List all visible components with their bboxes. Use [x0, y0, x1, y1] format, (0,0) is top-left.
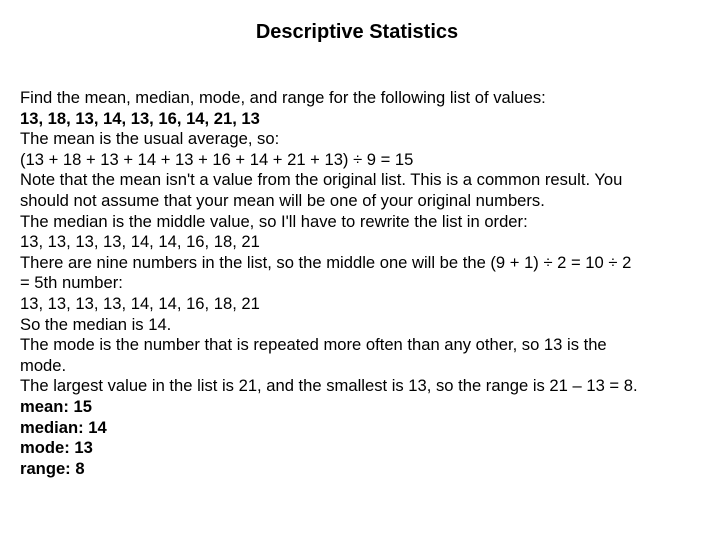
- mean-note-line-2: should not assume that your mean will be one of your original numbers.: [20, 190, 545, 210]
- values-list: 13, 18, 13, 14, 13, 16, 14, 21, 13: [20, 108, 260, 128]
- problem-statement: Find the mean, median, mode, and range for the following list of values:: [20, 88, 546, 107]
- slide-body: [20, 88, 705, 479]
- summary-mean: mean: 15: [20, 396, 92, 416]
- median-position-line-1: There are nine numbers in the list, so the middle one will be the (9 + 1) ÷ 2 = 10 ÷ 2: [20, 252, 632, 272]
- mean-note-line-1: Note that the mean isn't a value from the original list. This is a common result. You: [20, 170, 623, 190]
- mode-explanation-line-2: mode.: [20, 355, 67, 375]
- median-position-line-2: = 5th number:: [20, 273, 123, 293]
- mode-explanation-line-1: The mode is the number that is repeated more often than any other, so 13 is the: [20, 335, 607, 355]
- summary-range: range: 8: [20, 458, 85, 478]
- summary-mode: mode: 13: [20, 438, 93, 458]
- page-title: Descriptive Statistics: [255, 21, 459, 43]
- sorted-list: 13, 13, 13, 13, 14, 14, 16, 18, 21: [20, 232, 260, 252]
- mean-intro: The mean is the usual average, so:: [20, 129, 280, 149]
- mean-calculation: (13 + 18 + 13 + 14 + 13 + 16 + 14 + 21 + 13) ÷ 9 = 15: [20, 149, 414, 169]
- median-result: So the median is 14.: [20, 314, 172, 334]
- range-explanation: The largest value in the list is 21, and the smallest is 13, so the range is 21 – 13 = 8.: [20, 376, 638, 396]
- sorted-list-repeat: 13, 13, 13, 13, 14, 14, 16, 18, 21: [20, 293, 260, 313]
- median-intro: The median is the middle value, so I'll have to rewrite the list in order:: [20, 211, 528, 231]
- summary-median: median: 14: [20, 417, 107, 437]
